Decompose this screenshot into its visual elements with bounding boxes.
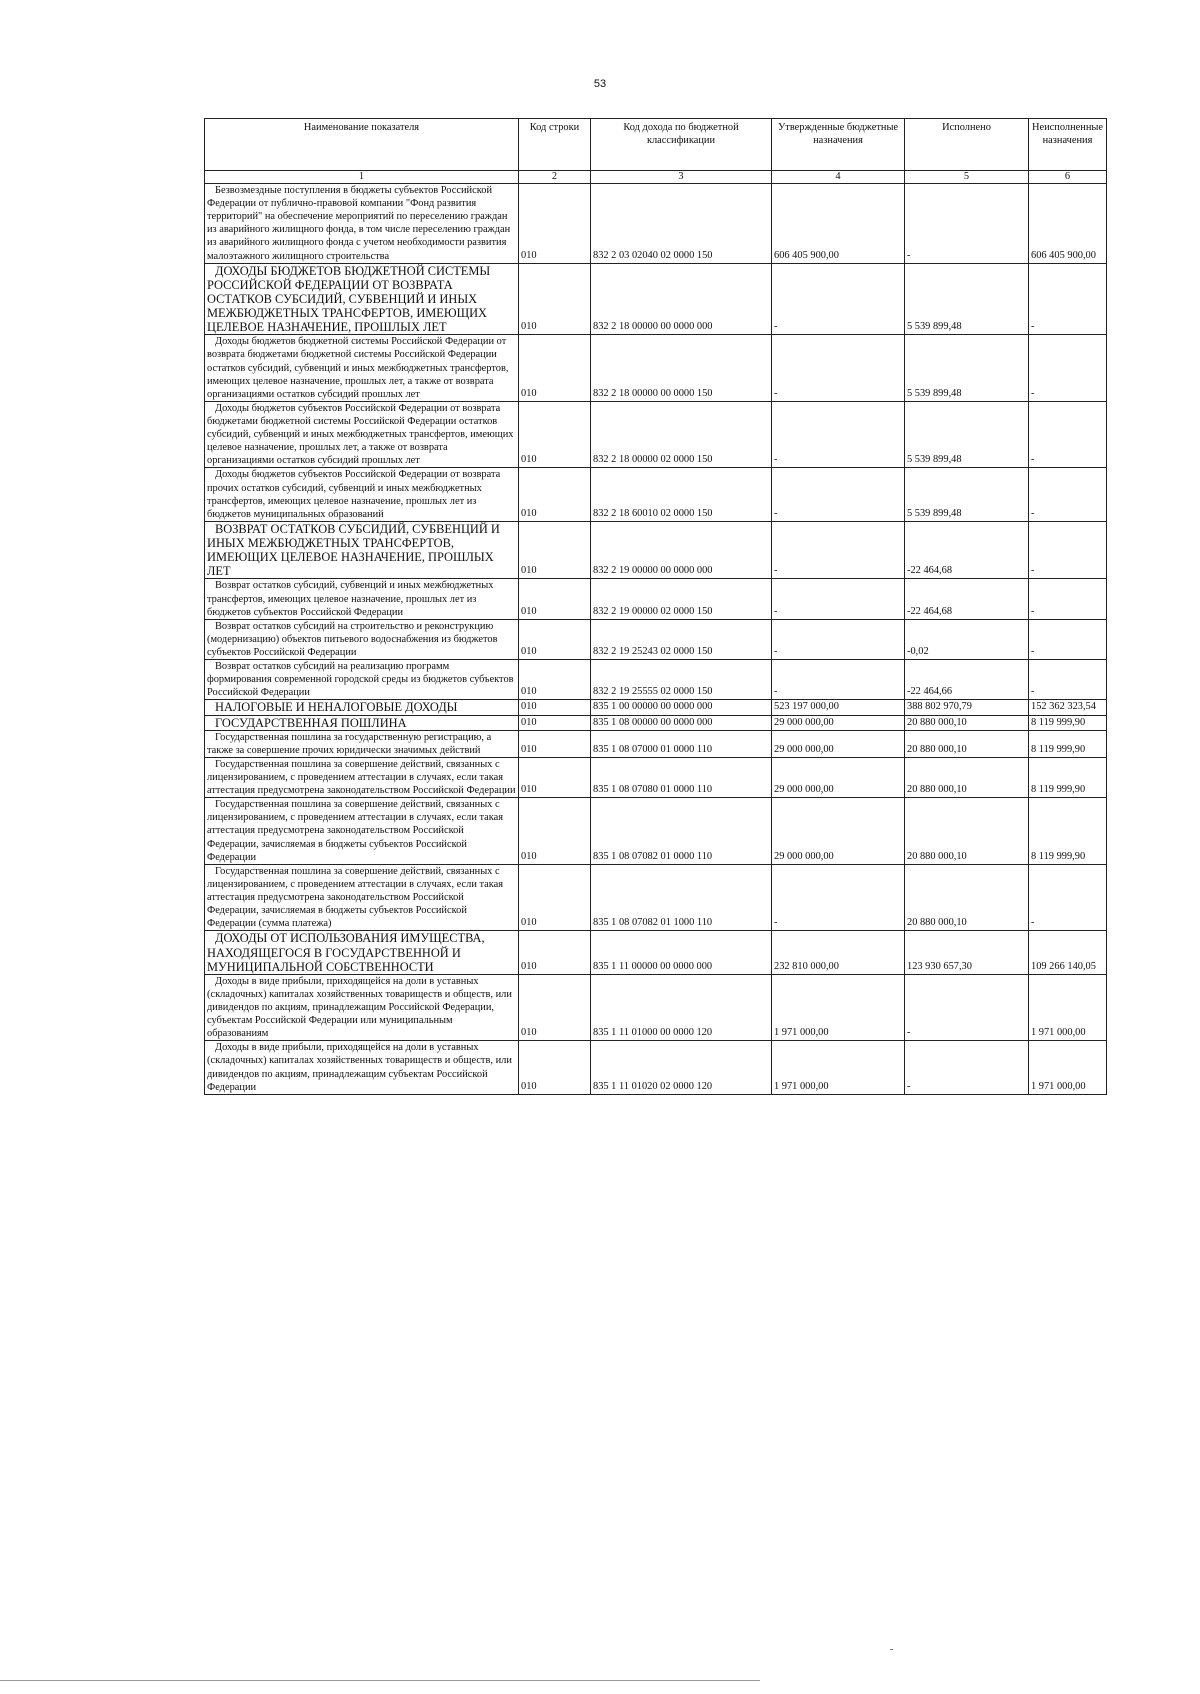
unexecuted-amount-cell: -: [1029, 864, 1107, 931]
budget-execution-table: [204, 118, 1107, 1095]
executed-amount-cell: 5 539 899,48: [905, 468, 1029, 521]
line-code-cell: 010: [519, 798, 591, 865]
indicator-name-cell: Возврат остатков субсидий на строительство и реконструкцию (модернизацию) объектов питьевого водоснабжения из бюджетов субъектов Российской Федерации: [205, 619, 519, 659]
column-number: 4: [772, 171, 905, 184]
approved-amount-cell: -: [772, 401, 905, 468]
unexecuted-amount-cell: -: [1029, 521, 1107, 579]
budget-code-cell: 835 1 11 00000 00 0000 000: [591, 931, 772, 974]
table-row: [205, 184, 1107, 264]
approved-amount-cell: 606 405 900,00: [772, 184, 905, 264]
table-row: [205, 715, 1107, 730]
line-code-cell: 010: [519, 864, 591, 931]
table-row: [205, 700, 1107, 715]
approved-amount-cell: 29 000 000,00: [772, 757, 905, 797]
executed-amount-cell: 20 880 000,10: [905, 715, 1029, 730]
table-row: [205, 798, 1107, 865]
executed-amount-cell: -22 464,68: [905, 579, 1029, 619]
indicator-name-cell: Государственная пошлина за государственную регистрацию, а также за совершение прочих юридически значимых действий: [205, 730, 519, 757]
line-code-cell: 010: [519, 931, 591, 974]
table-row: [205, 579, 1107, 619]
approved-amount-cell: -: [772, 263, 905, 335]
executed-amount-cell: -: [905, 184, 1029, 264]
budget-code-cell: 835 1 08 07082 01 0000 110: [591, 798, 772, 865]
line-code-cell: 010: [519, 401, 591, 468]
header-row: [205, 119, 1107, 171]
column-number: 5: [905, 171, 1029, 184]
table-row: [205, 401, 1107, 468]
scan-speck: [890, 1649, 893, 1650]
approved-amount-cell: -: [772, 579, 905, 619]
table-row: [205, 864, 1107, 931]
line-code-cell: 010: [519, 184, 591, 264]
approved-amount-cell: -: [772, 660, 905, 700]
executed-amount-cell: 5 539 899,48: [905, 263, 1029, 335]
line-code-cell: 010: [519, 730, 591, 757]
indicator-name-cell: Возврат остатков субсидий, субвенций и иных межбюджетных трансфертов, имеющих целевое назначение, прошлых лет из бюджетов субъектов Российской Федерации: [205, 579, 519, 619]
line-code-cell: 010: [519, 263, 591, 335]
header-approved: Утвержденные бюджетные назначения: [772, 119, 905, 171]
column-number: 3: [591, 171, 772, 184]
approved-amount-cell: 523 197 000,00: [772, 700, 905, 715]
column-number: 6: [1029, 171, 1107, 184]
approved-amount-cell: 1 971 000,00: [772, 974, 905, 1041]
table-row: [205, 757, 1107, 797]
approved-amount-cell: -: [772, 335, 905, 402]
unexecuted-amount-cell: -: [1029, 619, 1107, 659]
unexecuted-amount-cell: -: [1029, 579, 1107, 619]
indicator-name-cell: Государственная пошлина за совершение действий, связанных с лицензированием, с проведением аттестации в случаях, если такая аттестация предусмотрена законодательством Российской Федерации, зачисляемая в бюджеты субъектов Российской Федерации: [205, 798, 519, 865]
executed-amount-cell: 20 880 000,10: [905, 864, 1029, 931]
approved-amount-cell: 29 000 000,00: [772, 798, 905, 865]
table-row: [205, 730, 1107, 757]
line-code-cell: 010: [519, 335, 591, 402]
unexecuted-amount-cell: 8 119 999,90: [1029, 730, 1107, 757]
table-row: [205, 619, 1107, 659]
line-code-cell: 010: [519, 521, 591, 579]
approved-amount-cell: 29 000 000,00: [772, 730, 905, 757]
unexecuted-amount-cell: 606 405 900,00: [1029, 184, 1107, 264]
header-indicator-name: Наименование показателя: [205, 119, 519, 171]
header-budget-code: Код дохода по бюджетной классификации: [591, 119, 772, 171]
table-row: [205, 660, 1107, 700]
executed-amount-cell: 123 930 657,30: [905, 931, 1029, 974]
table-body: [205, 184, 1107, 1095]
unexecuted-amount-cell: -: [1029, 335, 1107, 402]
indicator-name-cell: Государственная пошлина за совершение действий, связанных с лицензированием, с проведением аттестации в случаях, если такая аттестация предусмотрена законодательством Российской Федерации, зачисляемая в бюджеты субъектов Российской Федерации (сумма платежа): [205, 864, 519, 931]
header-unexecuted: Неисполненные назначения: [1029, 119, 1107, 171]
table-row: [205, 335, 1107, 402]
table-row: [205, 468, 1107, 521]
unexecuted-amount-cell: -: [1029, 660, 1107, 700]
budget-code-cell: 832 2 18 60010 02 0000 150: [591, 468, 772, 521]
budget-code-cell: 832 2 19 25555 02 0000 150: [591, 660, 772, 700]
executed-amount-cell: 20 880 000,10: [905, 798, 1029, 865]
header-executed: Исполнено: [905, 119, 1029, 171]
column-number: 1: [205, 171, 519, 184]
line-code-cell: 010: [519, 579, 591, 619]
indicator-name-cell: ВОЗВРАТ ОСТАТКОВ СУБСИДИЙ, СУБВЕНЦИЙ И ИНЫХ МЕЖБЮДЖЕТНЫХ ТРАНСФЕРТОВ, ИМЕЮЩИХ ЦЕЛЕВОЕ НАЗНАЧЕНИЕ, ПРОШЛЫХ ЛЕТ: [205, 521, 519, 579]
table-row: [205, 974, 1107, 1041]
budget-code-cell: 832 2 19 00000 00 0000 000: [591, 521, 772, 579]
executed-amount-cell: 5 539 899,48: [905, 401, 1029, 468]
line-code-cell: 010: [519, 700, 591, 715]
executed-amount-cell: -0,02: [905, 619, 1029, 659]
indicator-name-cell: Доходы в виде прибыли, приходящейся на доли в уставных (складочных) капиталах хозяйственных товариществ и обществ, или дивидендов по акциям, принадлежащим Российской Федерации, субъектам Российской Федерации или муниципальным образованиям: [205, 974, 519, 1041]
line-code-cell: 010: [519, 619, 591, 659]
indicator-name-cell: ДОХОДЫ БЮДЖЕТОВ БЮДЖЕТНОЙ СИСТЕМЫ РОССИЙСКОЙ ФЕДЕРАЦИИ ОТ ВОЗВРАТА ОСТАТКОВ СУБСИДИЙ, СУБВЕНЦИЙ И ИНЫХ МЕЖБЮДЖЕТНЫХ ТРАНСФЕРТОВ, ИМЕЮЩИХ ЦЕЛЕВОЕ НАЗНАЧЕНИЕ, ПРОШЛЫХ ЛЕТ: [205, 263, 519, 335]
indicator-name-cell: Доходы бюджетов субъектов Российской Федерации от возврата бюджетами бюджетной системы Российской Федерации остатков субсидий, субвенций и иных межбюджетных трансфертов, имеющих целевое назначение, прошлых лет, а также от возврата организациями остатков субсидий прошлых лет: [205, 401, 519, 468]
budget-code-cell: 835 1 00 00000 00 0000 000: [591, 700, 772, 715]
executed-amount-cell: 388 802 970,79: [905, 700, 1029, 715]
unexecuted-amount-cell: 8 119 999,90: [1029, 715, 1107, 730]
bottom-rule: [0, 1680, 760, 1681]
line-code-cell: 010: [519, 1041, 591, 1094]
column-number: 2: [519, 171, 591, 184]
indicator-name-cell: НАЛОГОВЫЕ И НЕНАЛОГОВЫЕ ДОХОДЫ: [205, 700, 519, 715]
unexecuted-amount-cell: 1 971 000,00: [1029, 974, 1107, 1041]
approved-amount-cell: 232 810 000,00: [772, 931, 905, 974]
unexecuted-amount-cell: 1 971 000,00: [1029, 1041, 1107, 1094]
table-row: [205, 1041, 1107, 1094]
page-number: 53: [593, 78, 607, 90]
indicator-name-cell: ГОСУДАРСТВЕННАЯ ПОШЛИНА: [205, 715, 519, 730]
budget-code-cell: 832 2 03 02040 02 0000 150: [591, 184, 772, 264]
unexecuted-amount-cell: 8 119 999,90: [1029, 798, 1107, 865]
line-code-cell: 010: [519, 757, 591, 797]
approved-amount-cell: -: [772, 468, 905, 521]
budget-code-cell: 835 1 11 01000 00 0000 120: [591, 974, 772, 1041]
budget-code-cell: 832 2 18 00000 00 0000 000: [591, 263, 772, 335]
budget-code-cell: 832 2 19 00000 02 0000 150: [591, 579, 772, 619]
executed-amount-cell: -: [905, 974, 1029, 1041]
indicator-name-cell: ДОХОДЫ ОТ ИСПОЛЬЗОВАНИЯ ИМУЩЕСТВА, НАХОДЯЩЕГОСЯ В ГОСУДАРСТВЕННОЙ И МУНИЦИПАЛЬНОЙ СОБСТВЕННОСТИ: [205, 931, 519, 974]
unexecuted-amount-cell: 8 119 999,90: [1029, 757, 1107, 797]
executed-amount-cell: -: [905, 1041, 1029, 1094]
executed-amount-cell: -22 464,68: [905, 521, 1029, 579]
approved-amount-cell: 29 000 000,00: [772, 715, 905, 730]
unexecuted-amount-cell: 152 362 323,54: [1029, 700, 1107, 715]
executed-amount-cell: 5 539 899,48: [905, 335, 1029, 402]
indicator-name-cell: Государственная пошлина за совершение действий, связанных с лицензированием, с проведением аттестации в случаях, если такая аттестация предусмотрена законодательством Российской Федерации: [205, 757, 519, 797]
executed-amount-cell: -22 464,66: [905, 660, 1029, 700]
unexecuted-amount-cell: -: [1029, 263, 1107, 335]
table-row: [205, 521, 1107, 579]
budget-code-cell: 832 2 18 00000 00 0000 150: [591, 335, 772, 402]
line-code-cell: 010: [519, 715, 591, 730]
table-row: [205, 931, 1107, 974]
line-code-cell: 010: [519, 468, 591, 521]
approved-amount-cell: -: [772, 521, 905, 579]
indicator-name-cell: Доходы бюджетов субъектов Российской Федерации от возврата прочих остатков субсидий, субвенций и иных межбюджетных трансфертов, имеющих целевое назначение, прошлых лет из бюджетов муниципальных образований: [205, 468, 519, 521]
indicator-name-cell: Безвозмездные поступления в бюджеты субъектов Российской Федерации от публично-правовой компании "Фонд развития территорий" на обеспечение мероприятий по переселению граждан из аварийного жилищного фонда, в том числе переселению граждан из аварийного жилищного фонда с учетом необходимости развития малоэтажного жилищного строительства: [205, 184, 519, 264]
table-row: [205, 263, 1107, 335]
approved-amount-cell: 1 971 000,00: [772, 1041, 905, 1094]
indicator-name-cell: Доходы бюджетов бюджетной системы Российской Федерации от возврата бюджетами бюджетной системы Российской Федерации остатков субсидий, субвенций и иных межбюджетных трансфертов, имеющих целевое назначение, прошлых лет, а также от возврата организациями остатков субсидий прошлых лет: [205, 335, 519, 402]
line-code-cell: 010: [519, 974, 591, 1041]
approved-amount-cell: -: [772, 864, 905, 931]
budget-code-cell: 835 1 08 07080 01 0000 110: [591, 757, 772, 797]
executed-amount-cell: 20 880 000,10: [905, 757, 1029, 797]
unexecuted-amount-cell: -: [1029, 468, 1107, 521]
unexecuted-amount-cell: 109 266 140,05: [1029, 931, 1107, 974]
budget-code-cell: 832 2 18 00000 02 0000 150: [591, 401, 772, 468]
column-number-row: [205, 171, 1107, 184]
budget-code-cell: 835 1 08 00000 00 0000 000: [591, 715, 772, 730]
unexecuted-amount-cell: -: [1029, 401, 1107, 468]
approved-amount-cell: -: [772, 619, 905, 659]
indicator-name-cell: Доходы в виде прибыли, приходящейся на доли в уставных (складочных) капиталах хозяйственных товариществ и обществ, или дивидендов по акциям, принадлежащим субъектам Российской Федерации: [205, 1041, 519, 1094]
header-line-code: Код строки: [519, 119, 591, 171]
line-code-cell: 010: [519, 660, 591, 700]
budget-code-cell: 835 1 08 07000 01 0000 110: [591, 730, 772, 757]
budget-code-cell: 835 1 11 01020 02 0000 120: [591, 1041, 772, 1094]
budget-code-cell: 832 2 19 25243 02 0000 150: [591, 619, 772, 659]
executed-amount-cell: 20 880 000,10: [905, 730, 1029, 757]
indicator-name-cell: Возврат остатков субсидий на реализацию программ формирования современной городской среды из бюджетов субъектов Российской Федерации: [205, 660, 519, 700]
budget-code-cell: 835 1 08 07082 01 1000 110: [591, 864, 772, 931]
